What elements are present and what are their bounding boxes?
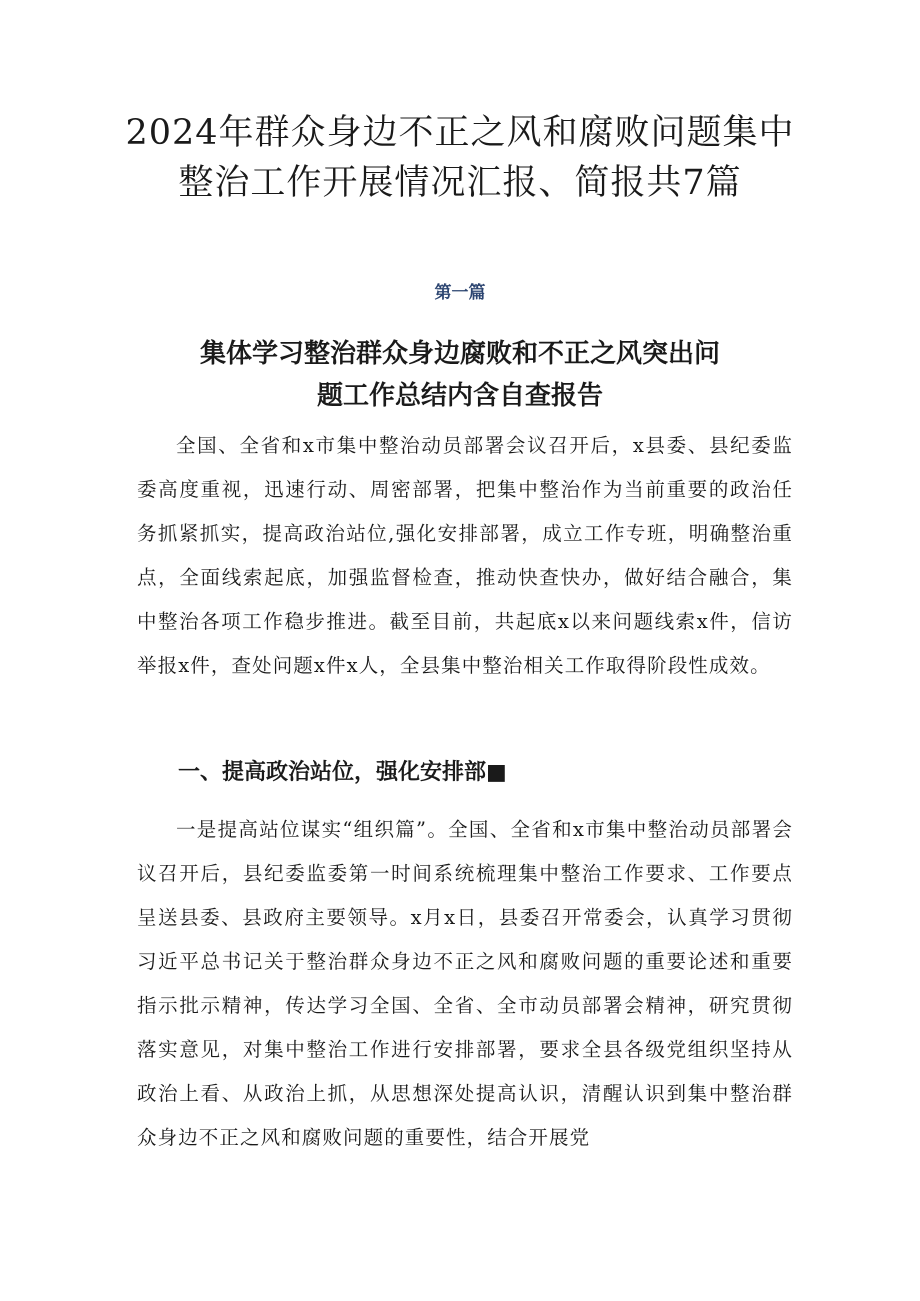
body-paragraph: 一是提高站位谋实“组织篇”。全国、全省和x市集中整治动员部署会议召开后，县纪委监委第一时间系统梳理集中整治工作要求、工作要点呈送县委、县政府主要领导。x月x日，县委召开常委会，认真学习贯彻习近平总书记关于整治群众身边不正之风和腐败问题的重要论述和重要指示批示精神，传达学习全国、全省、全市动员部署会精神，研究贯彻落实意见，对集中整治工作进行安排部署，要求全县各级党组织坚持从政治上看、从政治上抓，从思想深处提高认识，清醒认识到集中整治群众身边不正之风和腐败问题的重要性，结合开展党 — [137, 818, 793, 1149]
intro-paragraph: 全国、全省和x市集中整治动员部署会议召开后，x县委、县纪委监委高度重视，迅速行动、周密部署，把集中整治作为当前重要的政治任务抓紧抓实，提高政治站位,强化安排部署，成立工作专班，明确整治重点，全面线索起底，加强监督检查，推动快查快办，做好结合融合，集中整治各项工作稳步推进。截至目前，共起底x以来问题线索x件，信访举报x件，查处问题x件x人，全县集中整治相关工作取得阶段性成效。 — [137, 434, 793, 677]
article-subtitle-line-2: 题工作总结内含自查报告 — [316, 381, 603, 411]
document-title — [120, 108, 800, 208]
document-title-line-2: 整治工作开展情况汇报、简报共7篇 — [178, 163, 742, 203]
article-subtitle — [150, 333, 770, 417]
article-subtitle-line-1: 集体学习整治群众身边腐败和不正之风突出问 — [199, 339, 720, 369]
section-heading-1: 一、提高政治站位，强化安排部■ — [178, 760, 507, 785]
document-title-line-1: 2024年群众身边不正之风和腐败问题集中 — [125, 113, 795, 153]
section-label: 第一篇 — [434, 283, 486, 303]
